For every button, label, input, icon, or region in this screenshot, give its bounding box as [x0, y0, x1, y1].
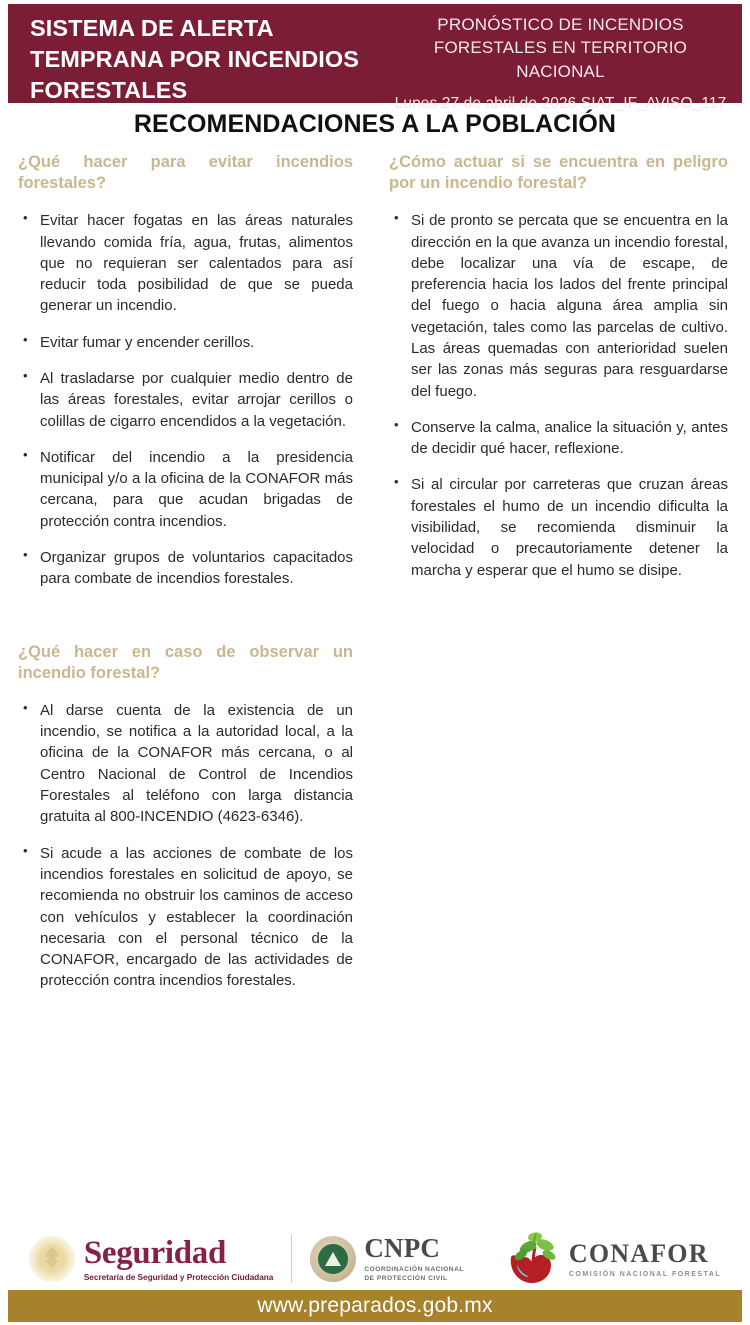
recommendations-columns	[0, 152, 750, 1007]
cnpc-subtitle	[364, 1266, 464, 1284]
logo-conafor	[501, 1231, 721, 1287]
list-item: • Conserve la calma, analice la situación y, antes de decidir qué hacer, reflexione.	[389, 417, 728, 460]
forecast-subtitle-line2: FORESTALES EN TERRITORIO NACIONAL	[433, 38, 688, 81]
forecast-subtitle-line1: PRONÓSTICO DE INCENDIOS	[437, 15, 684, 34]
seguridad-subtitle: Secretaría de Seguridad y Protección Ciudadana	[83, 1271, 274, 1282]
header-left-section	[8, 4, 393, 103]
conafor-subtitle: COMISIÓN NACIONAL FORESTAL	[568, 1270, 722, 1278]
list-item: • Notificar del incendio a la presidencia municipal y/o a la oficina de la CONAFOR más cercana, para que acudan brigadas de protección contra incendios.	[18, 447, 353, 532]
list-item: • Evitar fumar y encender cerillos.	[18, 332, 353, 353]
list-item: • Si al circular por carreteras que cruzan áreas forestales el humo de un incendio dificulta la visibilidad, se recomienda disminuir la velocidad o precautoriamente detener la marcha y esperar que el humo se disipe.	[389, 474, 728, 580]
left-column	[0, 152, 375, 1007]
conafor-wordmark: CONAFOR	[568, 1238, 709, 1268]
system-title: SISTEMA DE ALERTA TEMPRANA POR INCENDIOS FORESTALES	[30, 15, 360, 104]
list-item: • Organizar grupos de voluntarios capacitados para combate de incendios forestales.	[18, 547, 353, 590]
header-right-section	[393, 4, 742, 113]
cnpc-triangle-emblem-icon	[310, 1236, 356, 1282]
bulletin-date-and-id: Lunes 27 de abril de 2026 SIAT_IF_AVISO_117	[394, 95, 727, 113]
cnpc-subtitle-line1: COORDINACIÓN NACIONAL	[364, 1265, 464, 1273]
mexican-national-seal-icon	[29, 1236, 75, 1282]
bullet-list-prevent-fires	[18, 210, 353, 589]
footer-logo-bar	[0, 1228, 750, 1290]
list-item: • Al darse cuenta de la existencia de un incendio, se notifica a la autoridad local, a la oficina de la CONAFOR más cercana, o al Centro Nacional de Control de Incendios Forestales al teléfono con larga distancia gratuita al 800-INCENDIO (4623-6346).	[18, 700, 353, 828]
list-item: • Si acude a las acciones de combate de los incendios forestales en solicitud de apoyo, se recomienda no obstruir los caminos de acceso con vehículos y establecer la coordinación necesaria con el personal técnico de la CONAFOR, encargado de las actividades de protección contra incendios forestales.	[18, 843, 353, 992]
bullet-list-observe-fire	[18, 700, 353, 992]
bullet-list-in-danger	[389, 210, 728, 581]
section-heading-in-danger: ¿Cómo actuar si se encuentra en peligro por un incendio forestal?	[389, 153, 728, 193]
right-column	[375, 152, 750, 1007]
logo-seguridad	[29, 1236, 274, 1282]
section-heading-observe-fire: ¿Qué hacer en caso de observar un incendio forestal?	[18, 642, 353, 682]
logo-divider	[291, 1235, 292, 1283]
list-item: • Si de pronto se percata que se encuentra en la dirección en la que avanza un incendio forestal, debe localizar una vía de escape, de preferencia hacia los lados del frente principal del fuego o hacia alguna área amplia sin vegetación, tales como las parcelas de cultivo. Las áreas quemadas con anterioridad suelen ser las zonas más seguras para resguardarse del fuego.	[389, 210, 728, 402]
page-header-band	[8, 4, 742, 113]
page-title: RECOMENDACIONES A LA POBLACIÓN	[133, 110, 617, 138]
seguridad-wordmark: Seguridad	[83, 1234, 227, 1271]
website-url[interactable]: www.preparados.gob.mx	[257, 1294, 493, 1317]
website-url-bar[interactable]	[8, 1290, 742, 1322]
cnpc-wordmark: CNPC	[364, 1232, 441, 1263]
section-heading-prevent-fires: ¿Qué hacer para evitar incendios forestales?	[18, 153, 353, 193]
list-item: • Al trasladarse por cualquier medio dentro de las áreas forestales, evitar arrojar cerillos o colillas de cigarro encendidos a la vegetación.	[18, 368, 353, 432]
conafor-tree-swoosh-icon	[501, 1231, 565, 1287]
list-item: • Evitar hacer fogatas en las áreas naturales llevando comida fría, agua, frutas, alimentos que no requieran ser calentados para así reducir toda posibilidad de que se pueda generar un incendio.	[18, 210, 353, 316]
logo-cnpc	[310, 1232, 464, 1284]
cnpc-subtitle-line2: DE PROTECCIÓN CIVIL	[364, 1274, 448, 1282]
